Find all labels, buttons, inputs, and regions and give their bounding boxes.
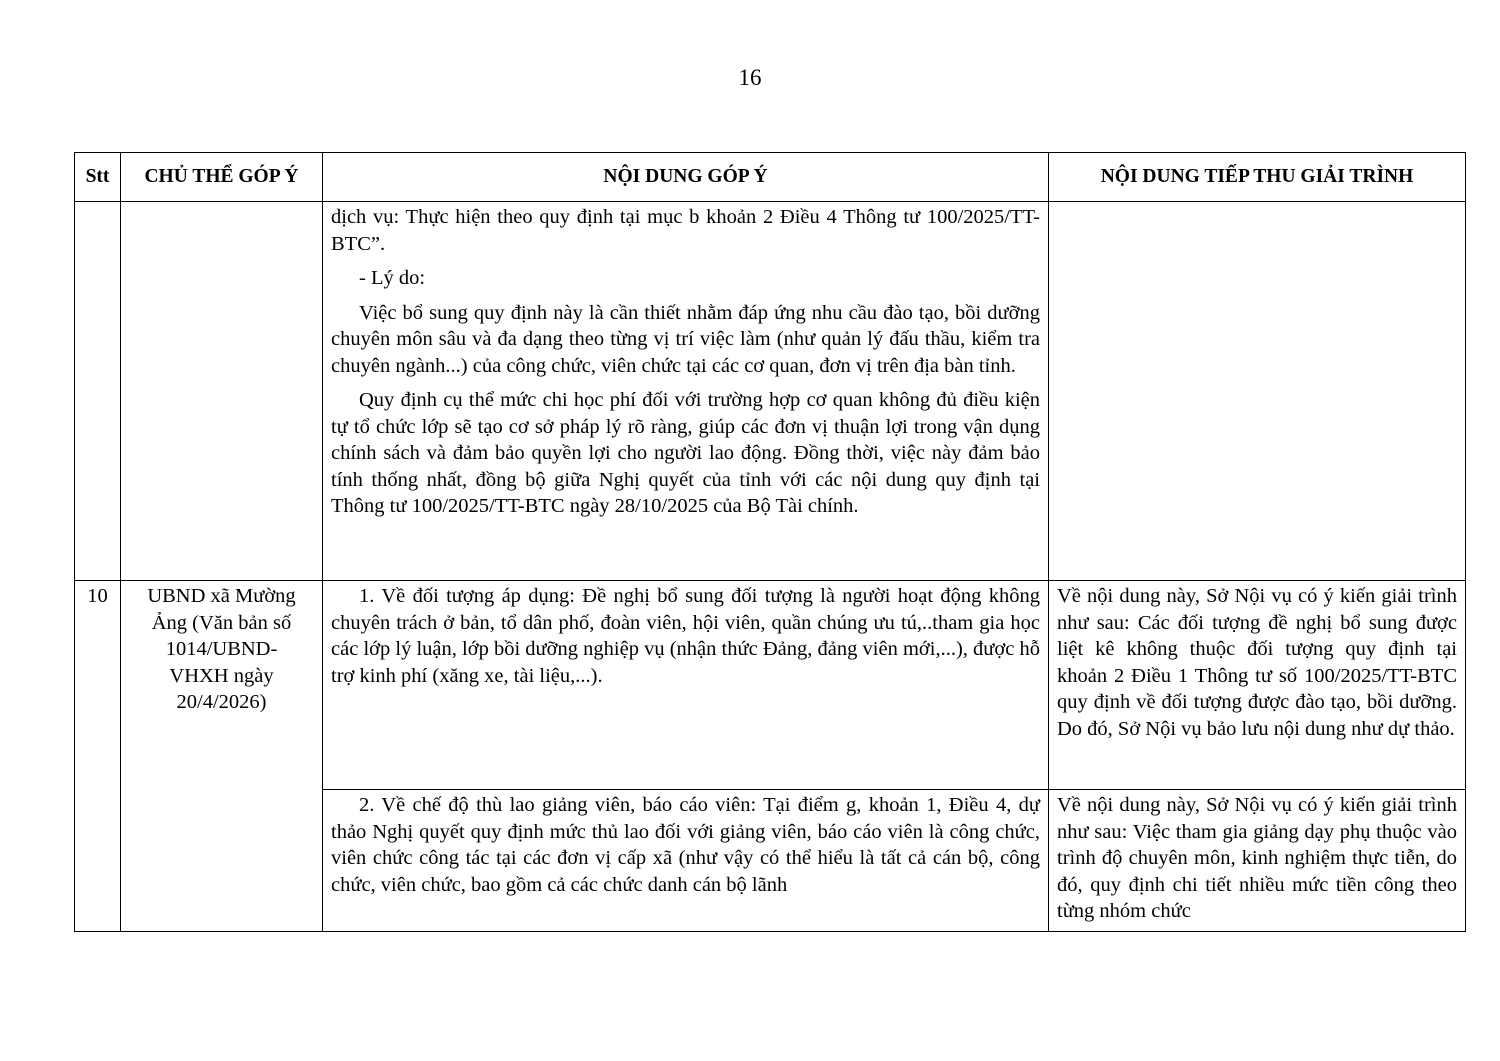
content-paragraph: 2. Về chế độ thù lao giảng viên, báo cáo viên: Tại điểm g, khoản 1, Điều 4, dự thảo Nghị quyết quy định mức thủ lao đối với giảng viên, báo cáo viên là công chức, viên chức công tác tại các đơn vị cấp xã (như vậy có thể hiểu là tất cả cán bộ, công chức, viên chức, bao gồm cả các chức danh cán bộ lãnh (331, 794, 1040, 896)
content-paragraph: dịch vụ: Thực hiện theo quy định tại mục b khoản 2 Điều 4 Thông tư 100/2025/TT-BTC”. (331, 206, 1040, 255)
header-content: NỘI DUNG GÓP Ý (323, 153, 1049, 202)
response-paragraph: Về nội dung này, Sở Nội vụ có ý kiến giải trình như sau: Các đối tượng đề nghị bổ sung được liệt kê không thuộc đối tượng quy định tại khoản 2 Điều 1 Thông tư số 100/2025/TT-BTC quy định về đối tượng được đào tạo, bồi dưỡng. Do đó, Sở Nội vụ bảo lưu nội dung như dự thảo. (1057, 585, 1457, 740)
row-response (1049, 790, 1466, 932)
row-content (323, 202, 1049, 581)
content-paragraph: 1. Về đối tượng áp dụng: Đề nghị bổ sung đối tượng là người hoạt động không chuyên trách ở bản, tổ dân phố, đoàn viên, hội viên, quần chúng ưu tú,..tham gia học các lớp lý luận, lớp bồi dưỡng nghiệp vụ (nhận thức Đảng, đảng viên mới,...), được hỗ trợ kinh phí (xăng xe, tài liệu,...). (331, 585, 1040, 687)
row-content (323, 790, 1049, 932)
row-subject (121, 581, 323, 932)
row-response (1049, 202, 1466, 581)
table-row (75, 581, 1466, 790)
table-header-row (75, 153, 1466, 202)
table-row (75, 202, 1466, 581)
subject-line: VHXH ngày (169, 664, 274, 687)
subject-line: Ảng (Văn bản số (151, 611, 292, 634)
content-paragraph: - Lý do: (359, 267, 426, 289)
header-response: NỘI DUNG TIẾP THU GIẢI TRÌNH (1049, 153, 1466, 202)
row-content (323, 581, 1049, 790)
page-number: 16 (738, 65, 762, 90)
header-stt: Stt (75, 153, 121, 202)
feedback-table (74, 152, 1466, 932)
row-response (1049, 581, 1466, 790)
subject-line: 1014/UBND- (165, 638, 278, 660)
subject-line: 20/4/2026) (176, 691, 267, 713)
content-paragraph: Quy định cụ thể mức chi học phí đối với trường hợp cơ quan không đủ điều kiện tự tổ chức lớp sẽ tạo cơ sở pháp lý rõ ràng, giúp các đơn vị thuận lợi trong vận dụng chính sách và đảm bảo quyền lợi cho người lao động. Đồng thời, việc này đảm bảo tính thống nhất, đồng bộ giữa Nghị quyết của tỉnh với các nội dung quy định tại Thông tư 100/2025/TT-BTC ngày 28/10/2025 của Bộ Tài chính. (331, 389, 1040, 517)
content-paragraph: Việc bổ sung quy định này là cần thiết nhằm đáp ứng nhu cầu đào tạo, bồi dưỡng chuyên môn sâu và đa dạng theo từng vị trí việc làm (như quản lý đấu thầu, kiểm tra chuyên ngành...) của công chức, viên chức tại các cơ quan, đơn vị trên địa bàn tỉnh. (331, 301, 1040, 377)
row-stt (75, 202, 121, 581)
response-paragraph: Về nội dung này, Sở Nội vụ có ý kiến giải trình như sau: Việc tham gia giảng dạy phụ thuộc vào trình độ chuyên môn, kinh nghiệm thực tiễn, do đó, quy định chi tiết nhiều mức tiền công theo từng nhóm chức (1057, 794, 1457, 922)
subject-line: UBND xã Mường (147, 585, 296, 607)
row-subject (121, 202, 323, 581)
row-stt: 10 (75, 581, 121, 932)
header-subject: CHỦ THỂ GÓP Ý (121, 153, 323, 202)
